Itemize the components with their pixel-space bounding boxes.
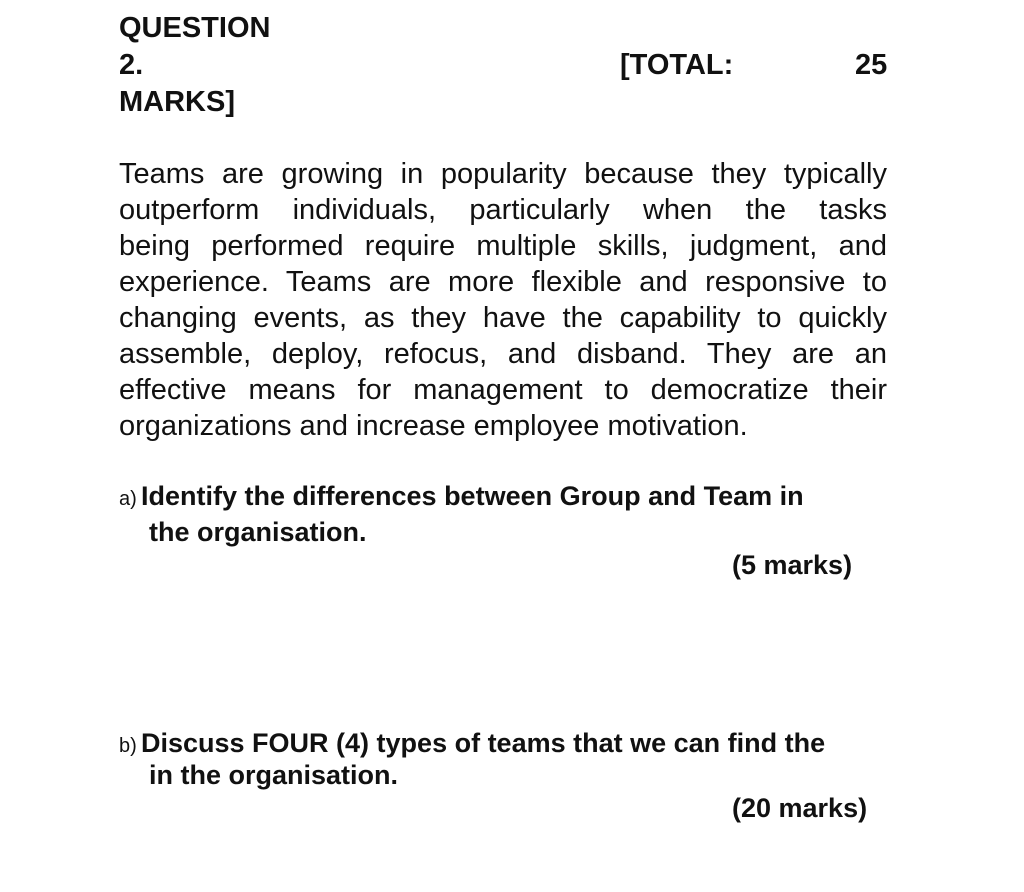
marks-word: MARKS] [119,86,235,118]
passage-line: being performed require multiple skills, judgment, and [119,230,887,262]
question-heading: QUESTION [119,12,271,44]
question-b-text-line2: in the organisation. [149,760,399,790]
question-a-text-line2: the organisation. [149,517,367,547]
question-a-label: a) [119,488,137,510]
passage-line: assemble, deploy, refocus, and disband. They are an [119,338,887,370]
passage-line: changing events, as they have the capability to quickly [119,302,887,334]
passage-line: effective means for management to democratize their [119,374,887,406]
question-b-label: b) [119,735,137,757]
total-label: [TOTAL: [620,49,734,81]
passage [119,156,887,444]
question-b-text-line1: Discuss FOUR (4) types of teams that we can find the [141,728,826,758]
question-b-marks: (20 marks) [732,793,868,823]
question-a-text-line1: Identify the differences between Group and Team in [141,481,804,511]
question-number: 2. [119,49,144,81]
question-a-marks: (5 marks) [732,550,853,580]
passage-line: organizations and increase employee motivation. [119,410,748,442]
passage-line: experience. Teams are more flexible and responsive to [119,266,887,298]
total-value: 25 [855,49,888,81]
passage-line: Teams are growing in popularity because they typically [119,158,887,190]
passage-line: outperform individuals, particularly when the tasks [119,194,887,226]
